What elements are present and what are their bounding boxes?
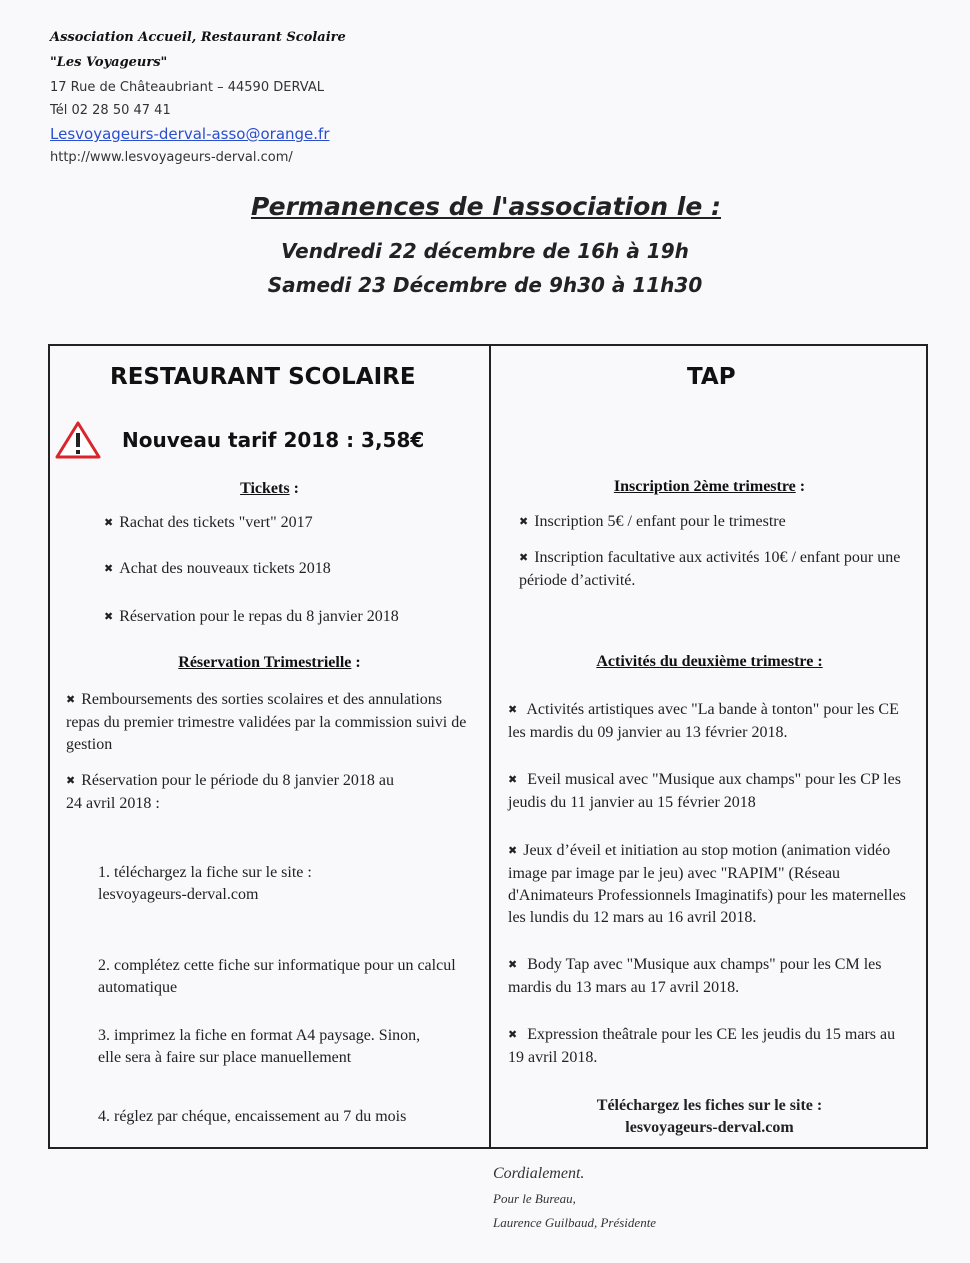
reservation-heading	[50, 654, 489, 672]
step-item: 2. complétez cette fiche sur informatique pour un calcul automatique	[98, 957, 456, 996]
org-name: Association Accueil, Restaurant Scolaire	[50, 30, 346, 45]
org-phone: Tél 02 28 50 47 41	[50, 103, 171, 118]
date-friday: Vendredi 22 décembre de 16h à 19h	[281, 239, 689, 263]
step-item: 4. réglez par chéque, encaissement au 7 du mois	[98, 1108, 407, 1125]
page-title: Permanences de l'association le :	[250, 192, 722, 221]
cross-bullet-icon: ✖	[508, 958, 518, 971]
cross-bullet-icon: ✖	[508, 773, 518, 786]
restaurant-title: RESTAURANT SCOLAIRE	[110, 364, 416, 390]
cross-bullet-icon: ✖	[519, 515, 529, 528]
cross-bullet-icon: ✖	[508, 703, 518, 716]
info-table	[48, 344, 928, 1149]
tickets-heading	[50, 480, 489, 498]
for-bureau-text: Pour le Bureau,	[493, 1191, 576, 1206]
cross-bullet-icon: ✖	[519, 551, 529, 564]
cross-bullet-icon: ✖	[104, 562, 114, 575]
list-item: ✖ Inscription 5€ / enfant pour le trimestre	[519, 513, 786, 530]
warning-triangle-icon	[54, 420, 102, 460]
list-item: ✖ Body Tap avec "Musique aux champs" pour les CM les mardis du 13 mars au 17 avril 2018.	[508, 956, 882, 996]
restaurant-column	[50, 346, 489, 1147]
org-subtitle: "Les Voyageurs"	[50, 55, 168, 70]
title-block	[0, 192, 970, 297]
cross-bullet-icon: ✖	[66, 774, 76, 787]
step-item: 1. téléchargez la fiche sur le site : lesvoyageurs-derval.com	[98, 864, 312, 903]
signature-block	[493, 1162, 656, 1234]
tarif-row	[54, 418, 424, 462]
activities-heading: Activités du deuxième trimestre :	[596, 653, 823, 670]
tickets-heading-label: Tickets	[240, 480, 290, 497]
download-line-1: Téléchargez les fiches sur le site :	[596, 1097, 823, 1114]
date-saturday: Samedi 23 Décembre de 9h30 à 11h30	[267, 273, 703, 297]
letterhead	[50, 28, 346, 169]
tap-title: TAP	[687, 364, 736, 390]
cross-bullet-icon: ✖	[508, 844, 518, 857]
tickets-heading-colon: :	[289, 480, 299, 497]
closing-text: Cordialement.	[493, 1165, 585, 1182]
new-tarif: Nouveau tarif 2018 : 3,58€	[122, 428, 425, 452]
list-item: ✖ Remboursements des sorties scolaires et des annulations repas du premier trimestre validées par la commission suivi de gestion	[66, 691, 467, 753]
inscription-heading-label: Inscription 2ème trimestre	[613, 478, 796, 495]
cross-bullet-icon: ✖	[104, 516, 114, 529]
list-item: ✖ Achat des nouveaux tickets 2018	[104, 560, 331, 577]
list-item: ✖ Activités artistiques avec "La bande à tonton" pour les CE les mardis du 09 janvier au 13 février 2018.	[508, 701, 899, 741]
list-item: ✖ Expression theâtrale pour les CE les jeudis du 15 mars au 19 avril 2018.	[508, 1026, 896, 1066]
reservation-heading-label: Réservation Trimestrielle	[178, 654, 352, 671]
inscription-heading-colon: :	[795, 478, 806, 495]
list-item: ✖ Jeux d’éveil et initiation au stop motion (animation vidéo image par image par le jeu) avec "RAPIM" (Réseau d'Animateurs Professionnels Imaginatifs) pour les maternelles les lundis du 12 mars au 16 avril 2018.	[508, 842, 906, 926]
download-note	[491, 1095, 928, 1139]
org-website[interactable]: http://www.lesvoyageurs-derval.com/	[50, 150, 293, 165]
signer-text: Laurence Guilbaud, Présidente	[493, 1215, 657, 1230]
cross-bullet-icon: ✖	[104, 610, 114, 623]
step-item: 3. imprimez la fiche en format A4 paysage. Sinon, elle sera à faire sur place manuellement	[98, 1027, 421, 1066]
download-site-link[interactable]: lesvoyageurs-derval.com	[625, 1119, 794, 1136]
tap-column	[491, 346, 928, 1147]
list-item: ✖ Inscription facultative aux activités 10€ / enfant pour une période d’activité.	[519, 549, 901, 589]
org-address: 17 Rue de Châteaubriant – 44590 DERVAL	[50, 80, 324, 95]
cross-bullet-icon: ✖	[508, 1028, 518, 1041]
list-item: ✖ Réservation pour le période du 8 janvier 2018 au 24 avril 2018 :	[66, 772, 395, 812]
list-item: ✖ Rachat des tickets "vert" 2017	[104, 514, 313, 531]
cross-bullet-icon: ✖	[66, 693, 76, 706]
org-email-link[interactable]: Lesvoyageurs-derval-asso@orange.fr	[50, 125, 330, 143]
list-item: ✖ Réservation pour le repas du 8 janvier 2018	[104, 608, 399, 625]
inscription-heading	[491, 478, 928, 496]
list-item: ✖ Eveil musical avec "Musique aux champs" pour les CP les jeudis du 11 janvier au 15 février 2018	[508, 771, 901, 811]
reservation-heading-colon: :	[351, 654, 361, 671]
